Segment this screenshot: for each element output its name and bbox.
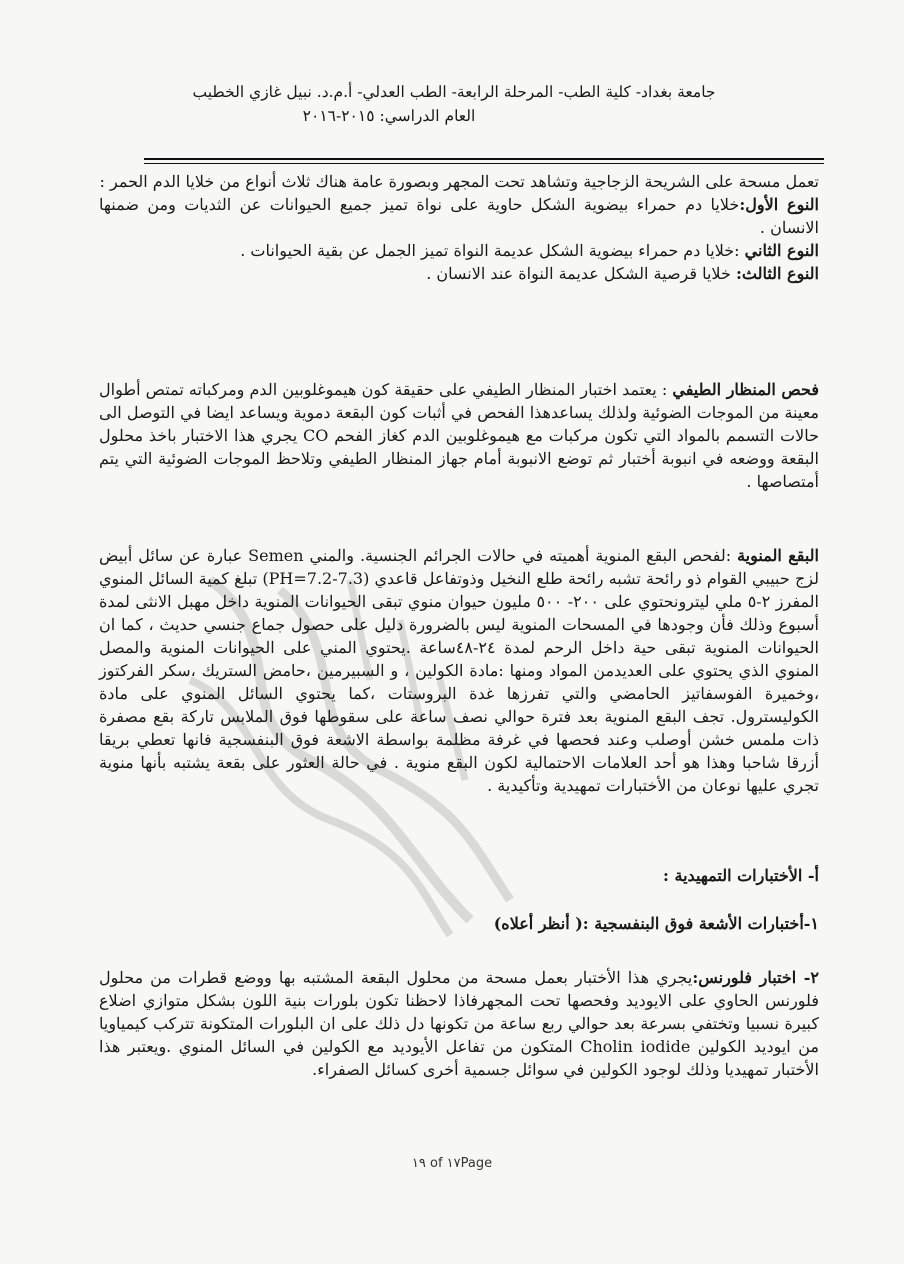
type1-label: النوع الأول: bbox=[739, 195, 820, 214]
type1-text: خلايا دم حمراء بيضوية الشكل حاوية على نواة تميز جميع الحيوانات عن الثديات ومن ضمنها الانسان . bbox=[99, 195, 819, 237]
florence-text: يجري هذا الأختبار بعمل مسحة من محلول البقعة المشتبه بها ووضع قطرات من محلول فلورنس الحاوي على الايوديد وفحصها تحت المجهرفاذا لاحظنا تكون بلورات بنية اللون بشكل متوازي اضلاع كبيرة نسبيا وتختفي بسرعة بعد حوالي ربع ساعة من تكونها دل ذلك على ان البلورات المتكونة تتركب كيمياويا من ايوديد الكولين Cholin iodide المتكون من تفاعل الأيوديد مع الكولين في السائل المنوي .ويعتبر هذا الأختبار تمهيديا وذلك لوجود الكولين في سوائل جسمية أخرى كسائل الصفراء. bbox=[99, 968, 820, 1079]
header-university-line: جامعة بغداد- كلية الطب- المرحلة الرابعة- الطب العدلي- أ.م.د. نبيل غازي الخطيب bbox=[192, 83, 716, 101]
header-academic-year: العام الدراسي: ٢٠١٥-٢٠١٦ bbox=[302, 107, 476, 125]
type3-text: خلايا قرصية الشكل عديمة النواة عند الانسان . bbox=[426, 264, 736, 283]
type3-item bbox=[99, 262, 819, 285]
semen-stains-section bbox=[99, 544, 819, 797]
semen-title: البقع المنوية bbox=[737, 546, 819, 565]
florence-title: ٢- اختبار فلورنس: bbox=[692, 968, 819, 987]
intro-paragraph: تعمل مسحة على الشريحة الزجاجية وتشاهد تحت المجهر وبصورة عامة هناك ثلاث أنواع من خلايا الدم الحمر : bbox=[99, 172, 819, 191]
section-a-label: أ- الأختبارات التمهيدية : bbox=[663, 866, 819, 885]
spectroscope-paragraph bbox=[99, 378, 819, 493]
type2-item bbox=[99, 239, 819, 262]
spectroscope-title: فحص المنظار الطيفي bbox=[672, 380, 820, 399]
spectroscope-text: : يعتمد اختبار المنظار الطيفي على حقيقة كون هيموغلوبين الدم ومركباته تمتص أطوال معينة من الموجات الضوئية ولذلك يساعدهذا الفحص في أثبات كون البقعة دموية ويساعد ايضا في التوصل الى حالات التسمم بالمواد التي تكون مركبات مع هيموغلوبين الدم كغاز الفحم CO يجري هذا الاختبار باخذ محلول البقعة ووضعه في انبوبة أختبار ثم توضع الانبوبة أمام جهاز المنظار الطيفي وتلاحظ الموجات الضوئية التي يتم أمتصاصها . bbox=[99, 380, 819, 491]
type1-item bbox=[99, 193, 819, 239]
type2-text: :خلايا دم حمراء بيضوية الشكل عديمة النواة تميز الجمل عن بقية الحيوانات . bbox=[240, 241, 745, 260]
florence-test-section bbox=[99, 966, 819, 1081]
intro-section bbox=[99, 170, 819, 285]
florence-paragraph bbox=[99, 966, 819, 1081]
spectroscope-section bbox=[99, 378, 819, 493]
header-divider-thin bbox=[144, 163, 824, 164]
page-footer: ١٩ of ١٧Page bbox=[411, 1156, 493, 1171]
semen-text: :لفحص البقع المنوية أهميته في حالات الجرائم الجنسية. والمني Semen عبارة عن سائل أبيض لزج حبيبي القوام ذو رائحة تشبه رائحة طلع النخيل وذوتفاعل قاعدي (PH=7.2-7.3) تبلغ كمية السائل المنوي المفرز ٢-٥ ملي ليترونحتوي على ٢٠٠- ٥٠٠ مليون حيوان منوي تبقى الحيوانات المنوية داخل مهبل الانثى لمدة أسبوع وذلك فأن وجودها في المسحات المنوية ليس بالضرورة دليل على حصول جماع جنسي حديث ، كما ان الحيوانات المنوية تبقى حية داخل الرحم لمدة ٢٤-٤٨ساعة .يحتوي المني على الحيوانات المنوية والمصل المنوي الذي يحتوي على العديدمن المواد ومنها :مادة الكولين ، و السبيرمين ،حامض الستريك ،سكر الفركتوز ،وخميرة الفوسفاتيز الحامضي والتي تفرزها غدة البروستات ،كما يحتوي السائل المنوي على مادة الكوليسترول. تجف البقع المنوية بعد فترة حوالي نصف ساعة على سقوطها فوق الملابس تاركة بقع مصفرة ذات ملمس خشن أوصلب وعند فحصها في غرفة مظلمة بواسطة الاشعة فوق البنفسجية فانها تعطي بريقا أزرقا شاحبا وهذا هو أحد العلامات الاحتمالية لكون البقع منوية . في حالة العثور على بقعة يشتبه بأنها منوية تجري عليها نوعان من الأختبارات تمهيدية وتأكيدية . bbox=[99, 546, 819, 795]
semen-paragraph bbox=[99, 544, 819, 797]
document-header bbox=[134, 80, 774, 128]
uv-test-title: ١-أختبارات الأشعة فوق البنفسجية :( أنظر أعلاه) bbox=[493, 914, 819, 933]
uv-test-heading bbox=[99, 912, 819, 935]
type2-label: النوع الثاني bbox=[744, 241, 819, 260]
type3-label: النوع الثالث: bbox=[735, 264, 819, 283]
header-divider bbox=[144, 158, 824, 160]
preliminary-tests-heading bbox=[99, 864, 819, 887]
